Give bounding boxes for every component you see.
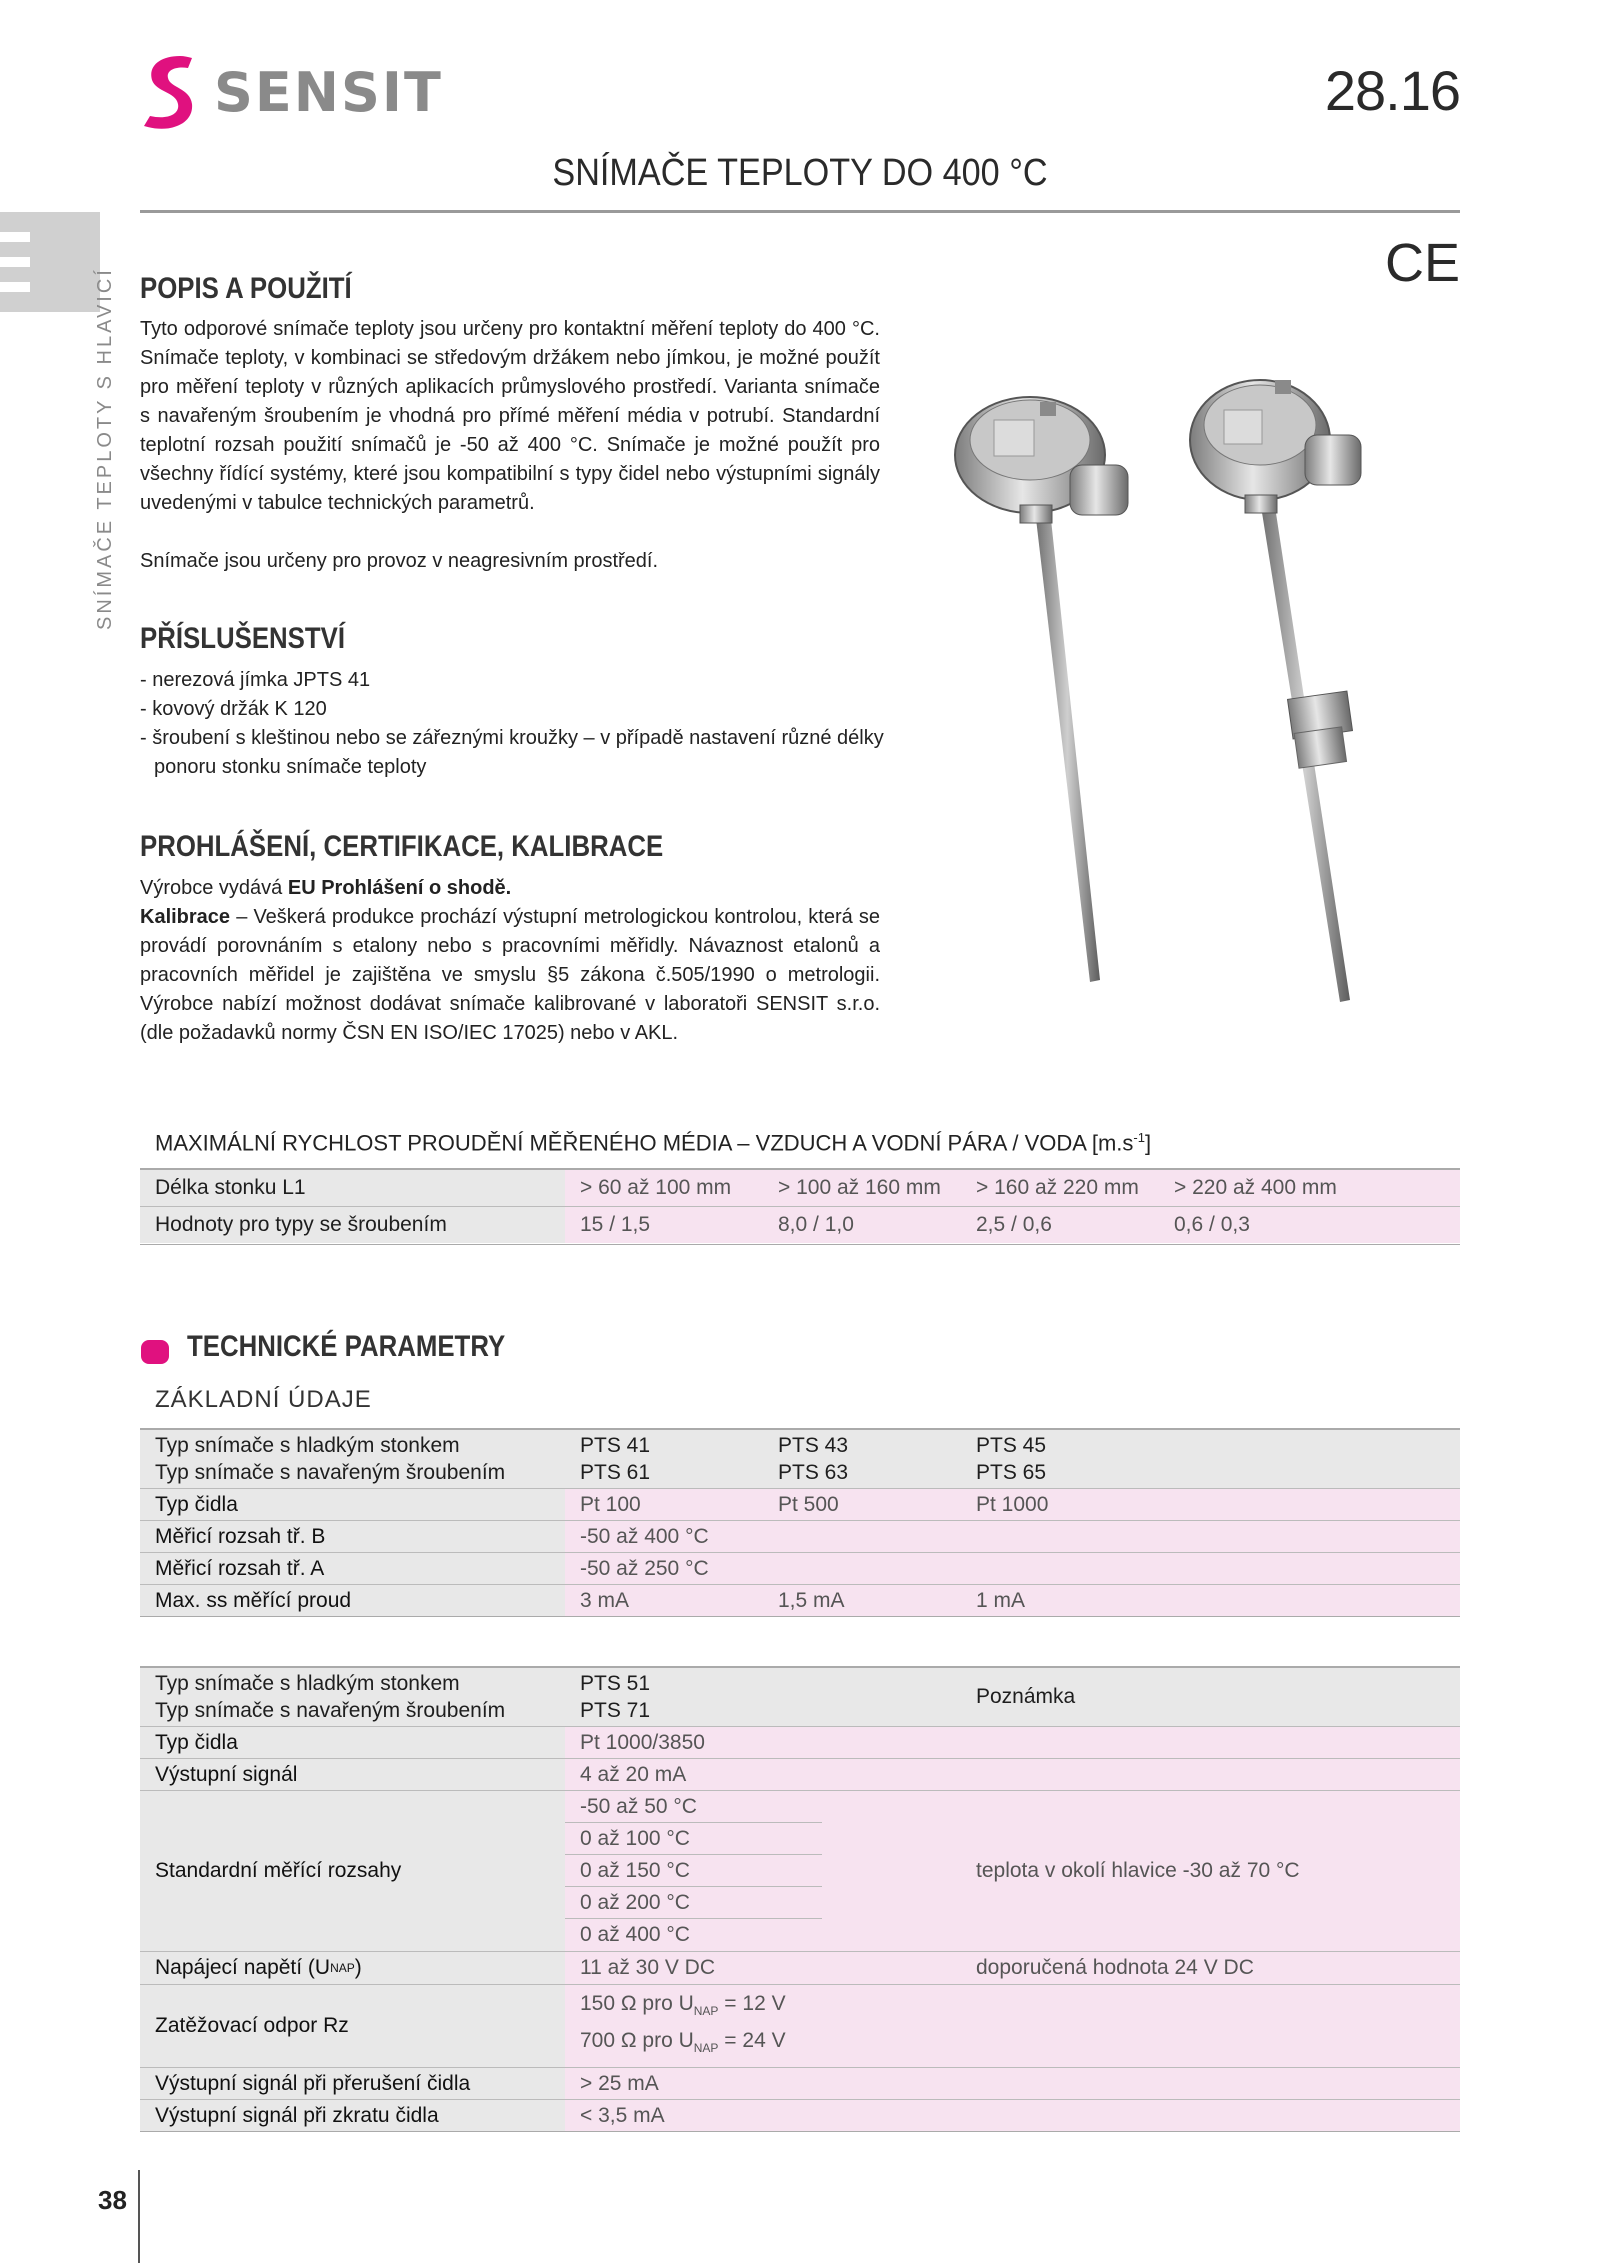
range-value: -50 až 50 °C bbox=[565, 1791, 822, 1823]
table-cell: > 220 až 400 mm bbox=[1159, 1170, 1460, 1206]
table-cell: 1 mA bbox=[961, 1585, 1460, 1616]
table-cell: Pt 500 bbox=[763, 1489, 961, 1520]
table-cell: 8,0 / 1,0 bbox=[763, 1207, 961, 1243]
range-value: 0 až 100 °C bbox=[565, 1823, 822, 1855]
subheading-zakladni-udaje: ZÁKLADNÍ ÚDAJE bbox=[155, 1386, 372, 1413]
table-header-note: Poznámka bbox=[961, 1668, 1460, 1726]
table-row bbox=[140, 1727, 1460, 1758]
table-cell-note: teplota v okolí hlavice -30 až 70 °C bbox=[961, 1791, 1460, 1951]
page-title: SNÍMAČE TEPLOTY DO 400 °C bbox=[552, 152, 1048, 194]
range-value: 0 až 400 °C bbox=[580, 1923, 690, 1946]
table-header-row bbox=[140, 1668, 1460, 1726]
table-row bbox=[140, 1952, 1460, 1984]
side-tab-stripe bbox=[0, 232, 30, 242]
section-heading-prohlaseni: PROHLÁŠENÍ, CERTIFIKACE, KALIBRACE bbox=[140, 830, 664, 863]
supply-label-sub: NAP bbox=[330, 1961, 355, 1975]
popis-paragraph-2: Snímače jsou určeny pro provoz v neagresivním prostředí. bbox=[140, 550, 659, 572]
table-cell-label: Typ čidla bbox=[140, 1489, 565, 1520]
table-header-label: Typ snímače s hladkým stonkem bbox=[155, 1434, 460, 1457]
flow-table-caption-text: MAXIMÁLNÍ RYCHLOST PROUDĚNÍ MĚŘENÉHO MÉDIA – VZDUCH A VODNÍ PÁRA / VODA [m.s bbox=[155, 1130, 1134, 1156]
table-header-value: PTS 63 bbox=[778, 1461, 849, 1484]
table-cell: -50 až 400 °C bbox=[565, 1521, 1460, 1552]
table-cell: 1,5 mA bbox=[763, 1585, 961, 1616]
sensit-logo-icon bbox=[140, 52, 202, 132]
load-value-text: = 24 V bbox=[718, 2029, 786, 2052]
table-cell: 15 / 1,5 bbox=[565, 1207, 763, 1243]
load-value-sub: NAP bbox=[693, 2004, 719, 2018]
table-row bbox=[140, 1985, 1460, 2067]
table-cell-label: Standardní měřící rozsahy bbox=[140, 1791, 565, 1951]
table-cell: 0,6 / 0,3 bbox=[1159, 1207, 1460, 1243]
side-tab-stripe bbox=[0, 257, 30, 267]
table-header-cell bbox=[961, 1430, 1460, 1488]
table-cell: 11 až 30 V DC bbox=[565, 1952, 961, 1984]
accessories-list bbox=[140, 666, 900, 782]
table-cell-label: Max. ss měřící proud bbox=[140, 1585, 565, 1616]
page-number: 38 bbox=[98, 2185, 127, 2215]
title-divider bbox=[140, 210, 1460, 213]
load-value-text: 700 Ω pro U bbox=[580, 2029, 694, 2052]
table-cell-label: Měřicí rozsah tř. A bbox=[140, 1553, 565, 1584]
table-rule bbox=[140, 1244, 1460, 1245]
table-row bbox=[140, 1521, 1460, 1552]
table-row bbox=[140, 2100, 1460, 2131]
side-tab-marker bbox=[0, 212, 100, 312]
table-cell-label: Výstupní signál při zkratu čidla bbox=[140, 2100, 565, 2131]
load-value bbox=[580, 2026, 786, 2063]
table-cell-label: Délka stonku L1 bbox=[140, 1170, 565, 1206]
table-header-labels bbox=[140, 1430, 565, 1488]
popis-paragraph-1: Tyto odporové snímače teploty jsou určeny pro kontaktní měření teploty do 400 °C. Snímače teploty, v kombinaci se středovým držákem nebo jímkou, je možné použít pro měření teploty v různých aplikacích průmyslového prostředí. Varianta snímače s navařeným šroubením je vhodná pro přímé měření média v potrubí. Standardní teplotní rozsah použití snímačů je -50 až 400 °C. Snímače je možné použít pro všechny řídící systémy, které jsou kompatibilní s typy čidel nebo výstupními signály uvedenými v tabulce technických parametrů. bbox=[140, 318, 880, 514]
accessory-item: - nerezová jímka JPTS 41 bbox=[140, 669, 371, 691]
table-row bbox=[140, 1553, 1460, 1584]
table-header-value: PTS 51 bbox=[580, 1672, 651, 1695]
table-row bbox=[140, 1207, 1460, 1243]
range-value: 0 až 200 °C bbox=[565, 1887, 822, 1919]
supply-label-end: ) bbox=[354, 1956, 362, 1979]
load-value-text: = 12 V bbox=[718, 1991, 786, 2015]
table-cell: < 3,5 mA bbox=[565, 2100, 1460, 2131]
table-cell: Pt 100 bbox=[565, 1489, 763, 1520]
table-cell: Pt 1000 bbox=[961, 1489, 1460, 1520]
calibration-label: Kalibrace bbox=[140, 906, 231, 928]
table-header-label: Typ snímače s navařeným šroubením bbox=[155, 1461, 506, 1484]
table-cell-note: doporučená hodnota 24 V DC bbox=[961, 1952, 1460, 1984]
range-value: 0 až 150 °C bbox=[565, 1855, 822, 1887]
brand-name: SENSIT bbox=[214, 60, 443, 124]
table-header-labels bbox=[140, 1668, 565, 1726]
footer-divider bbox=[138, 2170, 140, 2263]
table-cell-label: Hodnoty pro typy se šroubením bbox=[140, 1207, 565, 1243]
declaration-prefix: Výrobce vydává bbox=[140, 877, 288, 899]
table-cell-load bbox=[565, 1985, 1460, 2067]
brand-logo bbox=[140, 52, 443, 132]
table-row bbox=[140, 1791, 1460, 1951]
table-cell: Pt 1000/3850 bbox=[565, 1727, 1460, 1758]
table-header-label: Typ snímače s hladkým stonkem bbox=[155, 1672, 460, 1695]
bullet-icon bbox=[141, 1340, 169, 1364]
flow-table-caption-end: ] bbox=[1144, 1130, 1152, 1156]
load-value-text: 150 Ω pro U bbox=[580, 1991, 694, 2015]
table-header-value: PTS 65 bbox=[976, 1461, 1047, 1484]
calibration-text: – Veškerá produkce prochází výstupní metrologickou kontrolou, která se provádí porovnáním s etalony nebo s pracovními měřidly. Návaznost etalonů a pracovních měřidel je zajištěna ve smyslu §5 zákona č.505/1990 o metrologii. Výrobce nabízí možnost dodávat snímače kalibrované v laboratoři SENSIT s.r.o. (dle požadavků normy ČSN EN ISO/IEC 17025) nebo v AKL. bbox=[140, 906, 880, 1044]
prohlaseni-text bbox=[140, 874, 880, 1048]
flow-table-caption bbox=[155, 1130, 1151, 1156]
table-row bbox=[140, 1759, 1460, 1790]
table-cell-label: Měřicí rozsah tř. B bbox=[140, 1521, 565, 1552]
declaration-title: EU Prohlášení o shodě. bbox=[287, 877, 512, 899]
table-header-value: PTS 71 bbox=[580, 1699, 651, 1722]
table-cell-label: Výstupní signál při přerušení čidla bbox=[140, 2068, 565, 2099]
table-cell-label: Typ čidla bbox=[140, 1727, 565, 1758]
table-cell: > 60 až 100 mm bbox=[565, 1170, 763, 1206]
side-tab-label: SNÍMAČE TEPLOTY S HLAVICÍ bbox=[94, 267, 116, 630]
flow-table-caption-unit-exponent: -1 bbox=[1133, 1130, 1145, 1145]
page-code: 28.16 bbox=[1324, 59, 1460, 122]
table-header-row bbox=[140, 1430, 1460, 1488]
table-cell-label bbox=[140, 1952, 565, 1984]
table-row bbox=[140, 1170, 1460, 1206]
section-heading-popis: POPIS A POUŽITÍ bbox=[140, 272, 352, 305]
table-cell: 4 až 20 mA bbox=[565, 1759, 1460, 1790]
sensor-left bbox=[955, 397, 1128, 982]
table-cell-ranges bbox=[565, 1791, 961, 1951]
table-cell: > 100 až 160 mm bbox=[763, 1170, 961, 1206]
table-cell: 2,5 / 0,6 bbox=[961, 1207, 1159, 1243]
table-header-cell bbox=[565, 1668, 961, 1726]
table-row bbox=[140, 1585, 1460, 1616]
table-header-cell bbox=[565, 1430, 763, 1488]
table-header-value: PTS 45 bbox=[976, 1434, 1047, 1457]
accessory-item-continuation: ponoru stonku snímače teploty bbox=[154, 756, 427, 778]
supply-label: Napájecí napětí (U bbox=[155, 1956, 331, 1979]
table-row bbox=[140, 1489, 1460, 1520]
table-rule bbox=[140, 2131, 1460, 2132]
side-tab-stripe bbox=[0, 282, 30, 292]
table-rule bbox=[140, 1616, 1460, 1617]
table-header-label: Typ snímače s navařeným šroubením bbox=[155, 1699, 506, 1722]
accessory-item: - kovový držák K 120 bbox=[140, 698, 327, 720]
load-value bbox=[580, 1989, 786, 2026]
table-cell: 3 mA bbox=[565, 1585, 763, 1616]
table-cell: -50 až 250 °C bbox=[565, 1553, 1460, 1584]
table-header-value: PTS 41 bbox=[580, 1434, 651, 1457]
table-header-value: PTS 61 bbox=[580, 1461, 651, 1484]
product-photo bbox=[920, 350, 1480, 1010]
sensor-right bbox=[1190, 380, 1361, 1002]
section-heading-prislusenstvi: PŘÍSLUŠENSTVÍ bbox=[140, 622, 346, 655]
table-cell-label: Zatěžovací odpor Rz bbox=[140, 1985, 565, 2067]
table-header-value: PTS 43 bbox=[778, 1434, 849, 1457]
table-cell: > 25 mA bbox=[565, 2068, 1460, 2099]
table-cell: > 160 až 220 mm bbox=[961, 1170, 1159, 1206]
table-cell-label: Výstupní signál bbox=[140, 1759, 565, 1790]
accessory-item: - šroubení s kleštinou nebo se zářeznými kroužky – v případě nastavení různé délky bbox=[140, 727, 884, 749]
table-row bbox=[140, 2068, 1460, 2099]
popis-text bbox=[140, 315, 880, 576]
section-heading-technicke-parametry: TECHNICKÉ PARAMETRY bbox=[187, 1330, 506, 1363]
table-header-cell bbox=[763, 1430, 961, 1488]
load-value-sub: NAP bbox=[693, 2041, 719, 2056]
ce-mark-icon: CE bbox=[1384, 233, 1460, 293]
